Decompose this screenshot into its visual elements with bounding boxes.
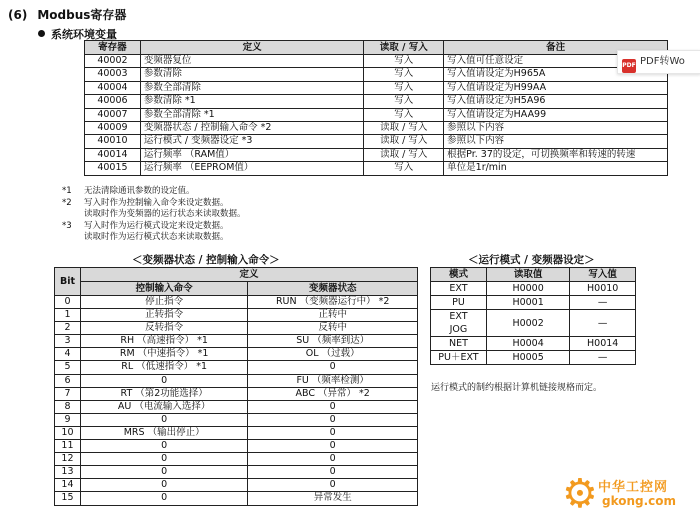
inverter-status: FU （频率检测） [248, 374, 418, 387]
footnote-line [62, 198, 246, 210]
table-row [55, 296, 418, 309]
subsection-title: 系统环境变量 [51, 28, 117, 41]
table-row [55, 400, 418, 413]
control-input-command: RT （第2功能选择） [80, 387, 247, 400]
mode-read-value: H0001 [486, 296, 569, 310]
control-input-command: 反转指令 [80, 322, 247, 335]
register-remark: 写入值可任意设定 [444, 55, 668, 68]
gear-icon: ⚙ [562, 471, 598, 517]
mode-label: NET [448, 338, 468, 349]
inverter-status: 异常发生 [248, 492, 418, 505]
bit-number: 15 [55, 492, 81, 505]
mode-label: PU＋EXT [438, 352, 479, 363]
control-input-command: 0 [80, 492, 247, 505]
bullet-icon [38, 30, 45, 37]
register-address: 40002 [85, 55, 141, 68]
table-row [55, 309, 418, 322]
footnotes [62, 186, 246, 244]
inverter-status: 正转中 [248, 309, 418, 322]
header-read-write: 读取 / 写入 [364, 41, 444, 55]
table-row [85, 95, 668, 108]
register-access: 写入 [364, 162, 444, 175]
inverter-status: 0 [248, 413, 418, 426]
bit-number: 11 [55, 440, 81, 453]
inverter-status: 0 [248, 426, 418, 439]
inverter-status: 0 [248, 440, 418, 453]
footnote-line [62, 186, 246, 198]
inverter-status: ABC （异常） *2 [248, 387, 418, 400]
control-input-command: 0 [80, 374, 247, 387]
register-address: 40003 [85, 68, 141, 81]
bit-number: 7 [55, 387, 81, 400]
control-input-command: AU （电流输入选择） [80, 400, 247, 413]
mode-label: PU [452, 297, 465, 308]
register-remark: 写入值请设定为H5A96 [444, 95, 668, 108]
control-input-command: RL （低速指令） *1 [80, 361, 247, 374]
bit-number: 0 [55, 296, 81, 309]
pdf-icon: PDF [622, 59, 636, 73]
mode-read-value: H0002 [486, 310, 569, 337]
register-access: 写入 [364, 68, 444, 81]
register-address: 40010 [85, 135, 141, 148]
pdf-convert-label: PDF转Wo [640, 56, 685, 67]
register-access: 写入 [364, 95, 444, 108]
mode-read-value: H0005 [486, 351, 569, 365]
watermark-name: 中华工控网 [598, 480, 669, 495]
table-row [55, 479, 418, 492]
mode-write-value: — [570, 310, 636, 337]
register-address: 40014 [85, 148, 141, 161]
header-definition: 定义 [140, 41, 363, 55]
bit-number: 14 [55, 479, 81, 492]
section-number: (6) [8, 8, 28, 22]
register-remark: 写入值请设定为HAA99 [444, 108, 668, 121]
inverter-status: 0 [248, 479, 418, 492]
register-table-header [85, 41, 668, 55]
control-input-command: MRS （输出停止） [80, 426, 247, 439]
mode-name [431, 310, 487, 337]
table-row [431, 296, 636, 310]
register-remark: 写入值请设定为H99AA [444, 81, 668, 94]
bit-number: 3 [55, 335, 81, 348]
table-row [55, 374, 418, 387]
mode-label-secondary: JOG [449, 324, 468, 335]
register-definition: 运行频率 （EEPROM值） [140, 162, 363, 175]
bit-number: 5 [55, 361, 81, 374]
control-input-command: 停止指令 [80, 296, 247, 309]
mode-name [431, 337, 487, 351]
register-remark: 参照以下内容 [444, 122, 668, 135]
table-row [55, 335, 418, 348]
table-row [55, 492, 418, 505]
bit-table [54, 267, 418, 506]
section-heading [8, 6, 126, 23]
table-row [55, 322, 418, 335]
register-address: 40015 [85, 162, 141, 175]
table-row [85, 122, 668, 135]
bit-table-caption: ＜变频器状态 / 控制输入命令＞ [132, 254, 280, 266]
footnote-text: 写入时作为控制输入命令来设定数据。 [84, 197, 229, 208]
mode-write-value: — [570, 296, 636, 310]
mode-name [431, 351, 487, 365]
header-write-value: 写入值 [570, 268, 636, 282]
header-read-value: 读取值 [486, 268, 569, 282]
register-definition: 变频器状态 / 控制输入命令 *2 [140, 122, 363, 135]
mode-write-value: H0010 [570, 282, 636, 296]
register-access: 写入 [364, 108, 444, 121]
table-row [85, 68, 668, 81]
register-definition: 运行频率 （RAM值） [140, 148, 363, 161]
table-row [55, 426, 418, 439]
register-remark: 单位是1r/min [444, 162, 668, 175]
table-row [85, 135, 668, 148]
header-inverter-status: 变频器状态 [248, 282, 418, 296]
mode-write-value: H0014 [570, 337, 636, 351]
footnote-text: 读取时作为变频器的运行状态来读取数据。 [84, 209, 246, 219]
control-input-command: RH （高速指令） *1 [80, 335, 247, 348]
footnote-line [62, 232, 246, 244]
register-address: 40009 [85, 122, 141, 135]
header-remarks: 备注 [444, 41, 668, 55]
control-input-command: 0 [80, 453, 247, 466]
table-row [55, 440, 418, 453]
register-table [84, 40, 668, 176]
table-row [55, 466, 418, 479]
mode-table-note: 运行模式的制约根据计算机链接规格而定。 [431, 383, 603, 393]
header-mode: 模式 [431, 268, 487, 282]
mode-name [431, 282, 487, 296]
footnote-mark: *2 [62, 197, 72, 208]
register-address: 40007 [85, 108, 141, 121]
table-row [431, 310, 636, 337]
table-row [55, 453, 418, 466]
footnote-text: 无法清除通讯参数的设定值。 [84, 186, 195, 196]
footnote-text: 读取时作为运行模式状态来读取数据。 [84, 232, 229, 242]
inverter-status: SU （频率到达） [248, 335, 418, 348]
watermark-logo [562, 472, 692, 522]
mode-read-value: H0004 [486, 337, 569, 351]
bit-number: 13 [55, 466, 81, 479]
inverter-status: 0 [248, 361, 418, 374]
register-definition: 参数全部清除 [140, 81, 363, 94]
header-control-input: 控制输入命令 [80, 282, 247, 296]
bit-number: 4 [55, 348, 81, 361]
table-row [431, 282, 636, 296]
control-input-command: 0 [80, 440, 247, 453]
header-bit: Bit [55, 268, 81, 296]
register-address: 40004 [85, 81, 141, 94]
control-input-command: 0 [80, 413, 247, 426]
watermark-url: gkong.com [602, 494, 677, 508]
section-title: Modbus寄存器 [37, 8, 127, 22]
mode-name [431, 296, 487, 310]
bit-number: 10 [55, 426, 81, 439]
footnote-text: 写入时作为运行模式设定来设定数据。 [84, 220, 229, 231]
mode-table-caption: ＜运行模式 / 变频器设定＞ [468, 254, 595, 266]
header-register: 寄存器 [85, 41, 141, 55]
header-definition-group: 定义 [80, 268, 417, 282]
register-definition: 参数清除 [140, 68, 363, 81]
register-access: 读取 / 写入 [364, 148, 444, 161]
table-row [85, 81, 668, 94]
table-row [431, 337, 636, 351]
table-row [431, 351, 636, 365]
pdf-convert-tab[interactable] [617, 50, 700, 74]
control-input-command: 正转指令 [80, 309, 247, 322]
bit-number: 2 [55, 322, 81, 335]
table-row [55, 348, 418, 361]
mode-write-value: — [570, 351, 636, 365]
mode-label: EXT [449, 283, 468, 294]
register-access: 读取 / 写入 [364, 135, 444, 148]
footnote-mark: *1 [62, 186, 72, 196]
register-definition: 参数全部清除 *1 [140, 108, 363, 121]
mode-label: EXT [449, 311, 468, 322]
register-remark: 根据Pr. 37的设定，可切换频率和转速的转速 [444, 148, 668, 161]
mode-table [430, 267, 636, 365]
table-row [85, 148, 668, 161]
inverter-status: OL （过载） [248, 348, 418, 361]
mode-read-value: H0000 [486, 282, 569, 296]
table-row [55, 387, 418, 400]
inverter-status: 0 [248, 453, 418, 466]
inverter-status: 反转中 [248, 322, 418, 335]
footnote-mark: *3 [62, 220, 72, 231]
register-definition: 参数清除 *1 [140, 95, 363, 108]
register-access: 写入 [364, 81, 444, 94]
inverter-status: RUN （变频器运行中） *2 [248, 296, 418, 309]
table-row [85, 162, 668, 175]
inverter-status: 0 [248, 466, 418, 479]
register-access: 写入 [364, 55, 444, 68]
table-row [55, 413, 418, 426]
table-row [85, 108, 668, 121]
register-definition: 运行模式 / 变频器设定 *3 [140, 135, 363, 148]
inverter-status: 0 [248, 400, 418, 413]
register-remark: 参照以下内容 [444, 135, 668, 148]
bit-number: 9 [55, 413, 81, 426]
register-address: 40006 [85, 95, 141, 108]
footnote-line [62, 209, 246, 221]
bit-number: 8 [55, 400, 81, 413]
control-input-command: 0 [80, 466, 247, 479]
table-row [85, 55, 668, 68]
bit-number: 6 [55, 374, 81, 387]
control-input-command: 0 [80, 479, 247, 492]
footnote-line [62, 221, 246, 233]
bit-number: 1 [55, 309, 81, 322]
table-row [55, 361, 418, 374]
register-definition: 变频器复位 [140, 55, 363, 68]
register-remark: 写入值请设定为H965A [444, 68, 668, 81]
bit-number: 12 [55, 453, 81, 466]
register-access: 读取 / 写入 [364, 122, 444, 135]
control-input-command: RM （中速指令） *1 [80, 348, 247, 361]
